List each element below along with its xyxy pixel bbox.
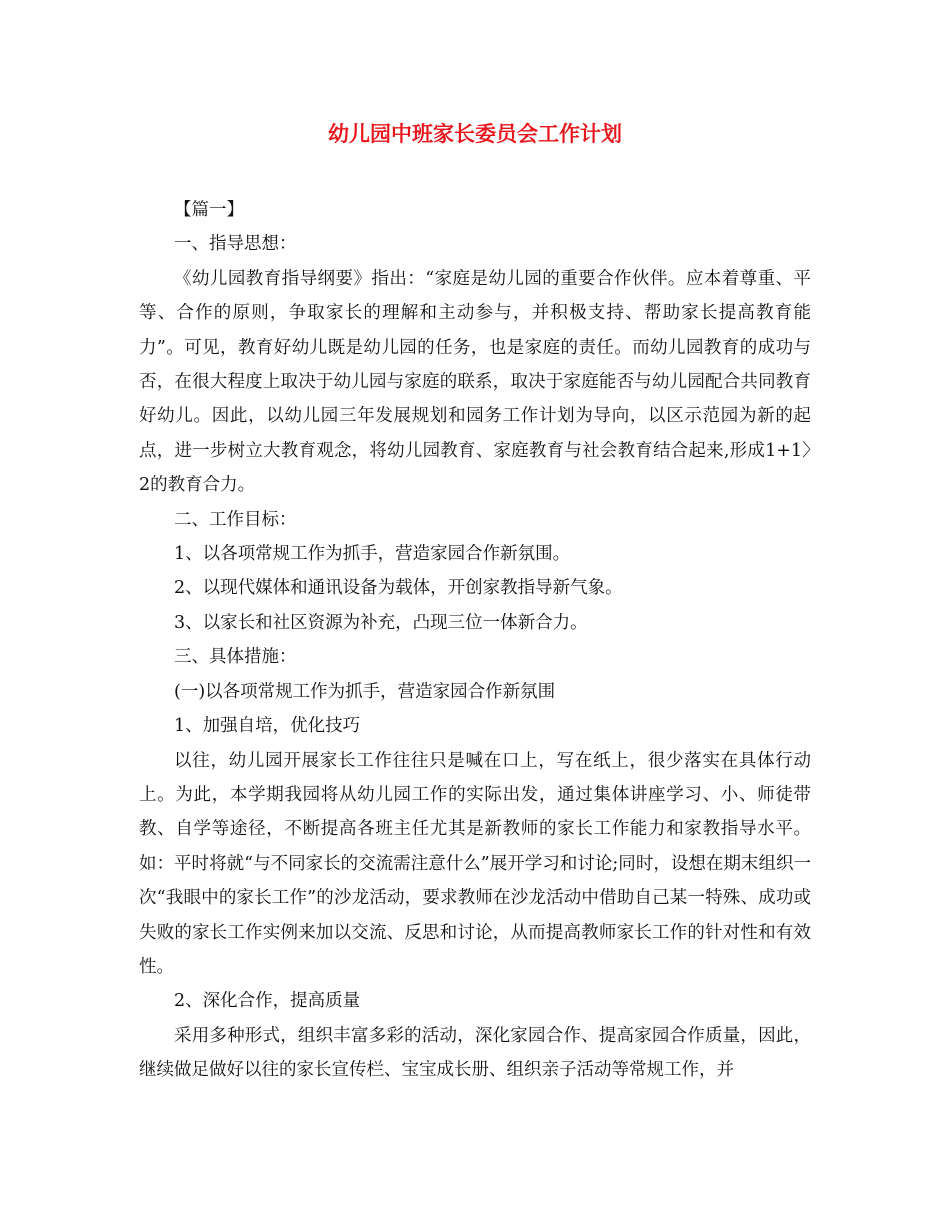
section-heading: 一、指导思想： <box>174 234 297 255</box>
section-heading: 【篇一】 <box>174 200 244 220</box>
section-heading: 三、具体措施： <box>174 647 297 668</box>
subsection-heading: (一)以各项常规工作为抓手，营造家园合作新氛围 <box>174 681 556 702</box>
document-title: 幼儿园中班家长委员会工作计划 <box>328 122 622 146</box>
paragraph: 《幼儿园教育指导纲要》指出：“家庭是幼儿园的重要合作伙伴。应本着尊重、平等、合作的原则，争取家长的理解和主动参与，并积极支持、帮助家长提高教育能力”。可见，教育好幼儿既是幼儿园的任务，也是家庭的责任。而幼儿园教育的成功与否，在很大程度上取决于幼儿园与家庭的联系，取决于家庭能否与幼儿园配合共同教育好幼儿。因此，以幼儿园三年发展规划和园务工作计划为导向，以区示范园为新的起点，进一步树立大教育观念，将幼儿园教育、家庭教育与社会教育结合起来,形成1+1〉2的教育合力。 <box>139 268 811 496</box>
list-item: 2、以现代媒体和通讯设备为载体，开创家教指导新气象。 <box>174 578 623 599</box>
section-heading: 二、工作目标： <box>174 509 297 530</box>
list-item: 1、以各项常规工作为抓手，营造家园合作新氛围。 <box>174 544 571 565</box>
paragraph: 采用多种形式，组织丰富多彩的活动，深化家园合作、提高家园合作质量，因此，继续做足做好以往的家长宣传栏、宝宝成长册、组织亲子活动等常规工作，并 <box>139 1025 811 1081</box>
list-item: 3、以家长和社区资源为补充，凸现三位一体新合力。 <box>174 612 588 633</box>
paragraph: 以往，幼儿园开展家长工作往往只是喊在口上，写在纸上，很少落实在具体行动上。为此，本学期我园将从幼儿园工作的实际出发，通过集体讲座学习、小、师徒带教、自学等途径，不断提高各班主任尤其是新教师的家长工作能力和家教指导水平。如：平时将就“与不同家长的交流需注意什么”展开学习和讨论;同时，设想在期末组织一次“我眼中的家长工作”的沙龙活动，要求教师在沙龙活动中借助自己某一特殊、成功或失败的家长工作实例来加以交流、反思和讨论，从而提高教师家长工作的针对性和有效性。 <box>139 750 811 977</box>
subsection-heading: 2、深化合作，提高质量 <box>174 991 361 1012</box>
document-body <box>139 193 811 1088</box>
subsection-heading: 1、加强自培，优化技巧 <box>174 716 361 737</box>
